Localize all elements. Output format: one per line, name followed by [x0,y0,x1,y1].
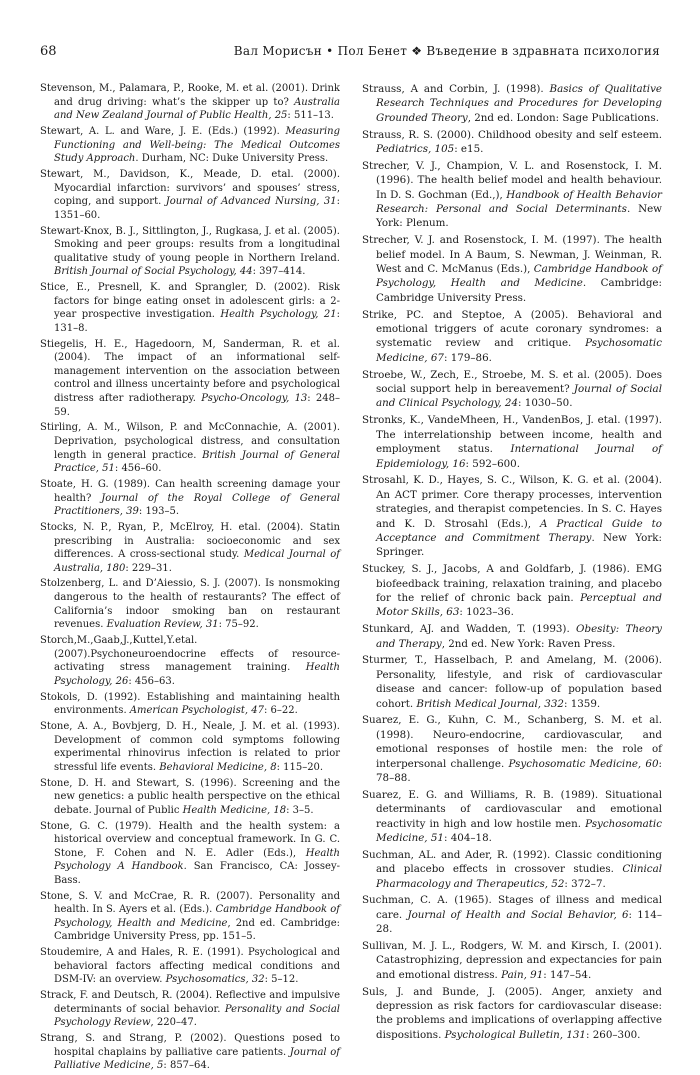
reference-source: Pediatrics, 105 [376,143,455,156]
reference-pages: : 1359. [563,697,601,710]
reference-entry [40,338,340,420]
reference-pages: : 147–54. [543,968,592,981]
reference-pages: : 456–60. [114,463,162,475]
reference-text: Stiegelis, H. E., Hagedoorn, M, Sanderman, R. et al. (2004). The impact of an informational self-management intervention on the association between control and illness uncertainty before and psychological distress after radiotherapy. [40,338,340,404]
reference-source: Health Psychology, 26 [54,662,340,687]
reference-source: Health Psychology A Handbook [54,847,340,873]
reference-source: Health Psychology, 21 [220,309,337,321]
reference-entry [362,368,662,411]
reference-source: Pain, 91 [501,968,544,981]
reference-entry [40,820,340,888]
reference-source: British Medical Journal, 332 [416,697,564,710]
reference-entry [40,577,340,631]
reference-entry [40,521,340,575]
reference-pages: : 397–414. [252,266,306,278]
reference-source: Evaluation Review, 31 [106,619,219,631]
reference-pages: . San Francisco, CA: Jossey-Bass. [54,861,340,886]
reference-text: Suls, J. and Bunde, J. (2005). Anger, anxiety and depression as risk factors for cardiovascular disease: the problems and implications of overlapping affective dispositions. [362,985,662,1041]
reference-text: Strauss, R. S. (2000). Childhood obesity and self esteem. [362,128,662,141]
reference-source: Medical Journal of Australia, 180 [54,549,340,574]
reference-text: Suarez, E. G. and Williams, R. B. (1989). Situational determinants of cardiovascular and emotional reactivity in high and low hostile men. [362,788,662,830]
reference-text: Strecher, V. J., Champion, V. L. and Rosenstock, I. M. (1996). The health belief model and health behaviour. In D. S. Gochman (Ed.,), [362,159,662,201]
reference-text: Strack, F. and Deutsch, R. (2004). Reflective and impulsive determinants of social behavior. [40,990,340,1015]
reference-entry [362,413,662,471]
reference-text: Suchman, C. A. (1965). Stages of illness and medical care. [362,894,662,921]
reference-entry [362,128,662,157]
reference-source: Journal of Advanced Nursing, 31 [165,196,337,208]
reference-pages: , 2nd ed. New York: Raven Press. [441,637,616,650]
reference-pages: : 115–20. [276,761,324,773]
reference-source: Journal of Social and Clinical Psychology, 24 [376,383,662,410]
reference-source: Journal of Health and Social Behavior, 6 [407,908,629,921]
reference-entry [362,622,662,651]
reference-pages: , 2nd ed. London: Sage Publications. [467,111,659,124]
reference-text: Stocks, N. P., Ryan, P., McElroy, H. etal. (2004). Statin prescribing in Australia: socioeconomic and sex differences. A cross-sectional study. [40,521,340,561]
reference-text: Stevenson, M., Palamara, P., Rooke, M. et al. (2001). Drink and drug driving: what’s the skipper up to? [40,83,340,108]
reference-text: Stunkard, AJ. and Wadden, T. (1993). [362,623,577,636]
reference-pages: : e15. [454,143,484,156]
reference-text: Stewart, A. L. and Ware, J. E. (Eds.) (1992). [40,125,286,137]
reference-pages: . Cambridge: Cambridge University Press. [376,277,662,304]
reference-pages: : 456–63. [128,675,175,687]
reference-entry [40,634,340,688]
reference-pages: : 857–64. [163,1060,210,1072]
reference-entry [362,893,662,936]
reference-text: Stoudemire, A and Hales, R. E. (1991). Psychological and behavioral factors affecting medical conditions and DSM-IV: an overview. [40,947,340,986]
reference-text: Stone, G. C. (1979). Health and the health system: a historical overview and conceptual framework. In G. C. Stone, F. Cohen and N. E. Adler (Eds.), [40,820,340,859]
reference-text: Stuckey, S. J., Jacobs, A and Goldfarb, J. (1986). EMG biofeedback training, relaxation training, and placebo for the relief of chronic back pain. [362,563,662,604]
reference-entry [40,720,340,774]
reference-text: Suarez, E. G., Kuhn, C. M., Schanberg, S. M. et al. (1998). Neuro-endocrine, cardiovascular, and emotional responses of hostile men: the role of interpersonal challenge. [362,714,662,770]
reference-entry [362,653,662,711]
reference-pages: . Durham, NC: Duke University Press. [135,153,329,165]
reference-pages: . New York: Plenum. [376,203,662,230]
running-head: Вал Морисън • Пол Бенет ❖ Въведение в здравната психология [233,44,660,58]
reference-pages: : 404–18. [443,832,492,844]
reference-entry [40,125,340,166]
reference-text: Stroebe, W., Zech, E., Stroebe, M. S. et al. (2005). Does social support help in bereavement? [362,368,662,396]
reference-entry [362,82,662,125]
reference-source: Perceptual and Motor Skills, 63 [376,591,662,619]
reference-source: Australia and New Zealand Journal of Public Health, 25 [54,96,340,122]
reference-source: A Practical Guide to Acceptance and Commitment Therapy [376,517,662,544]
reference-entry [362,848,662,891]
reference-entry [40,890,340,944]
reference-source: Health Medicine, 18 [182,804,287,816]
reference-source: Psychological Bulletin, 131 [444,1028,586,1041]
reference-source: Psychosomatic Medicine, 51 [376,817,662,844]
reference-text: Stone, D. H. and Stewart, S. (1996). Screening and the new genetics: a public health perspective on the ethical debate. Journal of Public [40,777,340,816]
reference-pages: : 248–59. [54,393,341,418]
reference-source: Psycho-Oncology, 13 [201,393,308,404]
reference-text: Stolzenberg, L. and D’Aiessio, S. J. (2007). Is nonsmoking dangerous to the health of restaurants? The effect of California’s indoor smoking ban on restaurant revenues. [40,578,340,631]
left-reference-column [40,82,340,1075]
reference-pages: : 114–28. [376,908,662,936]
reference-pages: : 372–7. [564,877,606,890]
reference-pages: . New York: Springer. [376,531,662,559]
reference-entry [40,281,340,335]
reference-source: Journal of the Royal College of General Practitioners, 39 [54,492,340,518]
reference-entry [40,82,340,123]
reference-source: Clinical Pharmacology and Therapeutics, 52 [376,863,662,890]
reference-source: Cambridge Handbook of Psychology, Health and Medicine [54,904,340,929]
reference-text: Strauss, A and Corbin, J. (1998). [362,83,550,95]
reference-text: Strang, S. and Strang, P. (2002). Questions posed to hospital chaplains by palliative care patients. [40,1033,340,1058]
reference-entry [40,1032,340,1073]
reference-entry [362,713,662,785]
reference-pages: : 78–88. [376,757,662,784]
reference-entry [362,233,662,305]
reference-text: Strecher, V. J. and Rosenstock, I. M. (1997). The health belief model. In A Baum, S. Newman, J. Weinman, R. West and C. McManus (Eds.), [362,234,662,276]
reference-entry [40,421,340,475]
reference-text: Sullivan, M. J. L., Rodgers, W. M. and Kirsch, I. (2001). Catastrophizing, depression and expectancies for pain and emotional distress. [362,940,662,981]
reference-text: Suchman, AL. and Ader, R. (1992). Classic conditioning and placebo effects in crossover studies. [362,848,662,876]
reference-text: Storch,M.,Gaab,J.,Kuttel,Y.etal.(2007).Psychoneuroendocrine effects of resource-activating stress management training. [40,635,340,674]
reference-pages: , 2nd ed. Cambridge: Cambridge University Press, pp. 151–5. [54,917,341,943]
reference-source: British Journal of General Practice, 51 [54,449,340,475]
reference-text: Stone, S. V. and McCrae, R. R. (2007). Personality and health. In S. Ayers et al. (Eds.). [40,890,340,916]
reference-pages: : 3–5. [286,804,314,816]
reference-source: Psychosomatic Medicine, 67 [376,337,662,364]
reference-entry [362,308,662,366]
reference-entry [40,946,340,987]
reference-pages: : 260–300. [585,1028,641,1041]
reference-text: Strosahl, K. D., Hayes, S. C., Wilson, K. G. et al. (2004). An ACT primer. Core therapy processes, intervention strategies, and therapist competencies. In S. C. Hayes and K. D. Strosahl (Eds.), [362,474,662,530]
reference-pages: : 1030–50. [518,397,573,410]
reference-pages: : 193–5. [138,506,180,518]
reference-entry [362,159,662,231]
reference-text: Stronks, K., VandeMheen, H., VandenBos, J. etal. (1997). The interrelationship between income, health and employment status. [362,414,662,456]
reference-text: Stewart-Knox, B. J., Sittlington, J., Rugkasa, J. et al. (2005). Smoking and peer groups: results from a longitudinal qualitative study of young people in Northern Ireland. [40,225,340,264]
reference-text: Stewart, M., Davidson, K., Meade, D. etal. (2000). Myocardial infarction: survivors’ and spouses’ stress, coping, and support. [40,168,340,208]
reference-source: Psychosomatics, 32 [165,974,265,986]
reference-pages: : 179–86. [443,351,492,364]
reference-pages: : 592–600. [465,457,521,470]
reference-source: British Journal of Social Psychology, 44 [54,266,253,278]
reference-entry [40,225,340,279]
reference-source: Basics of Qualitative Research Techniques and Procedures for Developing Grounded Theory [376,83,662,124]
reference-pages: : 1023–36. [459,606,514,619]
reference-text: Strike, PC. and Steptoe, A (2005). Behavioral and emotional triggers of acute coronary syndromes: a systematic review and critique. [362,308,662,350]
reference-entry [40,478,340,519]
reference-pages: : 229–31. [125,562,172,574]
reference-source: Behavioral Medicine, 8 [159,761,277,773]
reference-source: Cambridge Handbook of Psychology, Health and Medicine [376,263,662,290]
reference-source: Obesity: Theory and Therapy [376,623,663,650]
reference-pages: : 75–92. [218,619,259,631]
reference-source: American Psychologist, 47 [129,705,264,717]
reference-entry [362,562,662,620]
reference-entry [362,985,662,1043]
reference-pages: , 220–47. [150,1017,197,1029]
reference-pages: : 511–13. [287,110,334,122]
reference-entry [40,691,340,718]
reference-text: Stirling, A. M., Wilson, P. and McConnachie, A. (2001). Deprivation, psychological distress, and consultation length in general practice. [40,422,340,461]
reference-text: Sturmer, T., Hasselbach, P. and Amelang, M. (2006). Personality, lifestyle, and risk of cardiovascular disease and cancer: follow-up of population based cohort. [362,654,662,710]
reference-entry [40,989,340,1030]
reference-entry [362,788,662,846]
reference-pages: : 131–8. [54,309,340,334]
reference-pages: : 6–22. [263,705,298,717]
reference-entry [362,939,662,982]
reference-source: Handbook of Health Behavior Research: Personal and Social Determinants [376,188,662,216]
right-reference-column [362,82,662,1045]
page-number: 68 [40,44,57,59]
reference-pages: : 1351–60. [54,196,340,221]
reference-text: Stoate, H. G. (1989). Can health screening damage your health? [40,478,340,504]
reference-entry [40,777,340,818]
reference-source: International Journal of Epidemiology, 16 [376,443,662,470]
reference-source: Psychosomatic Medicine, 60 [508,757,659,770]
reference-pages: : 5–12. [264,974,299,986]
reference-text: Stone, A. A., Bovbjerg, D. H., Neale, J. M. et al. (1993). Development of common cold symptoms following experimental rhinovirus infection is related to prior stressful life events. [40,720,340,773]
reference-source: Measuring Functioning and Well-being: The Medical Outcomes Study Approach [54,125,340,165]
page-header [40,44,660,64]
reference-source: Personality and Social Psychology Review [54,1003,340,1029]
reference-text: Stice, E., Presnell, K. and Sprangler, D. (2002). Risk factors for binge eating onset in adolescent girls: a 2-year prospective investigation. [40,282,340,321]
reference-entry [40,168,340,222]
reference-text: Stokols, D. (1992). Establishing and maintaining health environments. [40,691,340,717]
reference-source: Journal of Palliative Medicine, 5 [54,1046,340,1072]
reference-entry [362,473,662,559]
